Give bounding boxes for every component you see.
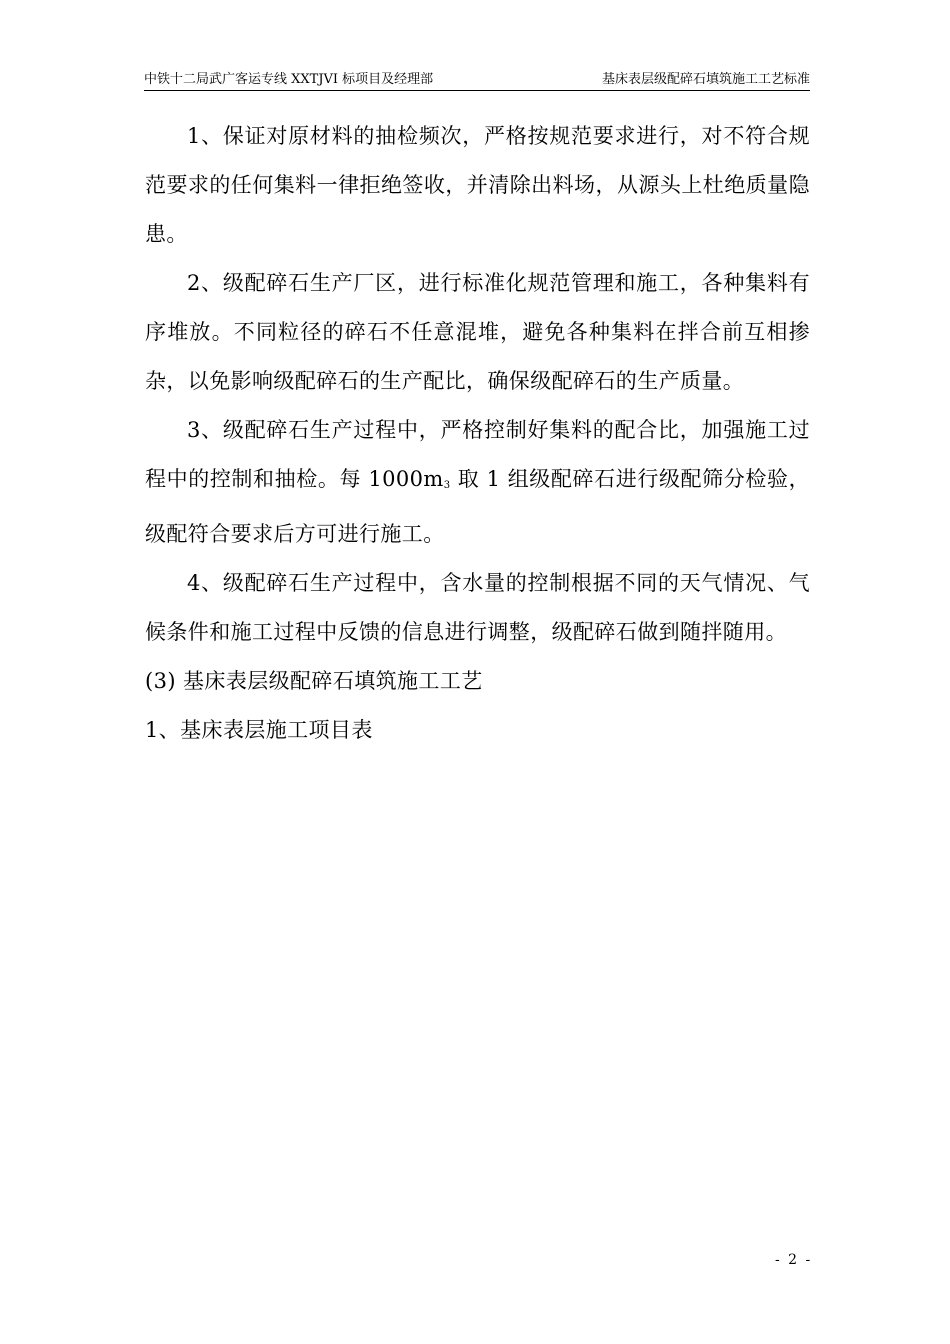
paragraph-2: 2、级配碎石生产厂区，进行标准化规范管理和施工，各种集料有序堆放。不同粒径的碎石不任意混堆，避免各种集料在拌合前互相掺杂，以免影响级配碎石的生产配比，确保级配碎石的生产质量。 [145,271,810,393]
page-header [144,68,810,91]
paragraph-4: 4、级配碎石生产过程中，含水量的控制根据不同的天气情况、气候条件和施工过程中反馈的信息进行调整，级配碎石做到随拌随用。 [145,571,810,644]
document-body [145,112,810,755]
paragraph-3-text-start: 3、级配碎石生产过程中，严格控制好集料的配合比，加强施工过程中的控制和抽检。每 1000m [145,418,810,491]
subheading: 1、基床表层施工项目表 [145,718,373,742]
header-document-title: 基床表层级配碎石填筑施工工艺标准 [601,72,810,87]
header-project-name: 中铁十二局武广客运专线 XXTJVI 标项目及经理部 [144,72,434,87]
cubic-superscript: 3 [443,480,451,491]
paragraph-3-text-end: 取 1 组级配碎石进行级配筛分检验，级配符合要求后方可进行施工。 [145,467,810,546]
paragraph-3 [145,406,810,559]
section-heading: (3) 基床表层级配碎石填筑施工工艺 [145,669,483,693]
page-number: - 2 - [775,1252,813,1268]
paragraph-1: 1、保证对原材料的抽检频次，严格按规范要求进行，对不符合规范要求的任何集料一律拒绝签收，并清除出料场，从源头上杜绝质量隐患。 [145,124,810,246]
